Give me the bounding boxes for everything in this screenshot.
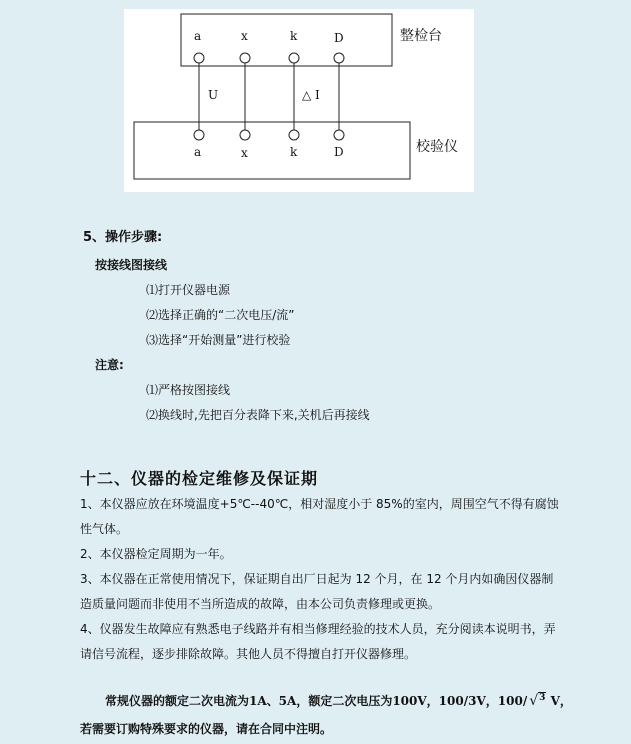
rated-values-text: 常规仪器的额定二次电流为1A、5A，额定二次电压为100V，100/3V，100/ (105, 694, 528, 708)
warranty-item-2: 2、本仪器检定周期为一年。 (80, 547, 232, 561)
calibrator-box (134, 122, 410, 179)
wiring-diagram (124, 9, 474, 192)
top-terminal-d (334, 53, 344, 63)
warranty-item-3: 3、本仪器在正常使用情况下，保证期自出厂日起为 12 个月，在 12 个月内如确因仪器制造质量问题而非使用不当所造成的故障，由本公司负责修理或更换。 (80, 572, 554, 611)
top-terminal-k (289, 53, 299, 63)
calibrator-box-label: 校验仪 (416, 139, 458, 155)
top-terminal-label-k: k (290, 29, 298, 43)
bottom-terminal-label-k: k (290, 145, 298, 159)
bottom-terminal-x (240, 130, 250, 140)
tester-box-label: 整检台 (400, 28, 442, 44)
bottom-terminal-a (194, 130, 204, 140)
rated-values-note (105, 692, 572, 709)
bottom-terminal-k (289, 130, 299, 140)
current-label: △ I (302, 88, 320, 102)
step-item-2: ⑵选择正确的“二次电压/流” (146, 308, 295, 322)
top-terminal-label-x: x (241, 29, 248, 43)
top-terminal-label-a: a (194, 29, 202, 43)
bottom-terminal-label-a: a (194, 145, 202, 159)
warranty-item-4: 4、仪器发生故障应有熟悉电子线路并有相当修理经验的技术人员，充分阅读本说明书，弄请信号流程，逐步排除故障。其他人员不得擅自打开仪器修理。 (80, 622, 556, 661)
note-item-2: ⑵换线时,先把百分表降下来,关机后再接线 (146, 408, 370, 422)
note-title: 注意: (95, 358, 124, 372)
step-item-3: ⑶选择“开始测量”进行校验 (146, 333, 291, 347)
section-title-operation-steps: 5、操作步骤: (83, 230, 163, 245)
step-item-1: ⑴打开仪器电源 (146, 283, 231, 297)
sqrt-radicand: 3 (539, 693, 546, 703)
voltage-label: U (208, 88, 219, 102)
warranty-item-1: 1、本仪器应放在环境温度+5℃--40℃，相对湿度小于 85%的室内，周围空气不得有腐蚀性气体。 (80, 497, 559, 536)
note-item-1: ⑴严格按图接线 (146, 383, 231, 397)
tester-box (181, 14, 392, 66)
bottom-terminal-d (334, 130, 344, 140)
bottom-terminal-label-d: D (334, 145, 344, 159)
top-terminal-a (194, 53, 204, 63)
top-terminal-x (240, 53, 250, 63)
chapter-title: 十二、仪器的检定维修及保证期 (80, 469, 319, 488)
wiring-subtitle: 按接线图接线 (95, 258, 168, 272)
sqrt-symbol: √$^3$ (529, 693, 546, 709)
top-terminal-label-d: D (334, 31, 344, 45)
special-order-note: 若需要订购特殊要求的仪器，请在合同中注明。 (80, 722, 333, 736)
rated-values-suffix: V， (546, 694, 572, 708)
bottom-terminal-label-x: x (241, 146, 248, 160)
